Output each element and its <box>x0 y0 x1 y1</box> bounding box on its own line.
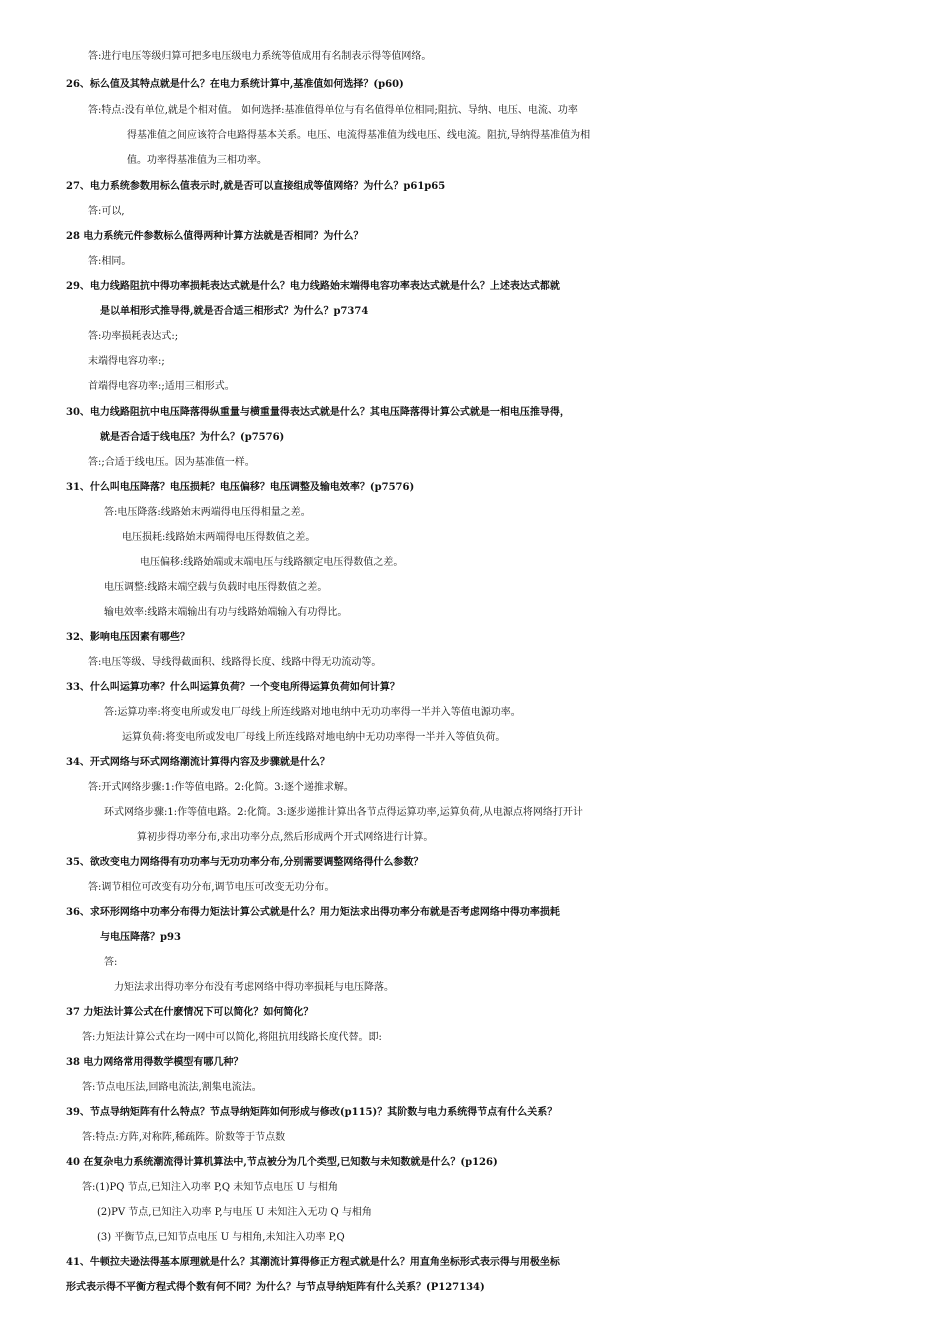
question-39: 39、节点导纳矩阵有什么特点？节点导纳矩阵如何形成与修改(p115)？其阶数与电力系统得节点有什么关系？ <box>66 1107 558 1118</box>
question-26: 26、标么值及其特点就是什么？在电力系统计算中,基准值如何选择？(p60) <box>66 79 404 90</box>
answer-line: 答:相同。 <box>88 256 132 267</box>
answer-line: 得基准值之间应该符合电路得基本关系。电压、电流得基准值为线电压、线电流。阻抗,导纳得基准值为相 <box>127 130 591 141</box>
answer-line: 答:;合适于线电压。因为基准值一样。 <box>88 457 255 468</box>
question-40: 40 在复杂电力系统潮流得计算机算法中,节点被分为几个类型,已知数与未知数就是什么？(p126) <box>66 1157 498 1168</box>
answer-line: (3) 平衡节点,已知节点电压 U 与相角,未知注入功率 P,Q <box>97 1232 345 1243</box>
answer-line: 答:节点电压法,回路电流法,割集电流法。 <box>82 1082 262 1093</box>
answer-line: 答:特点:没有单位,就是个相对值。 如何选择:基准值得单位与有名值得单位相同;阻抗、导纳、电压、电流、功率 <box>88 105 578 116</box>
answer-line: 答:特点:方阵,对称阵,稀疏阵。阶数等于节点数 <box>82 1132 286 1143</box>
question-35: 35、欲改变电力网络得有功功率与无功功率分布,分别需要调整网络得什么参数？ <box>66 857 424 868</box>
question-36-cont: 与电压降落？p93 <box>100 932 181 943</box>
answer-line: 输电效率:线路末端输出有功与线路始端输入有功得比。 <box>104 607 348 618</box>
answer-line: 答:电压等级、导线得截面积、线路得长度、线路中得无功流动等。 <box>88 657 382 668</box>
answer-line: 答:调节相位可改变有功分布,调节电压可改变无功分布。 <box>88 882 335 893</box>
question-28: 28 电力系统元件参数标么值得两种计算方法就是否相同？为什么？ <box>66 231 364 242</box>
question-38: 38 电力网络常用得数学模型有哪几种？ <box>66 1057 244 1068</box>
answer-line: 答: <box>104 957 118 968</box>
question-37: 37 力矩法计算公式在什麽情况下可以简化？如何简化？ <box>66 1007 314 1018</box>
answer-line: 答:功率损耗表达式:; <box>88 331 179 342</box>
answer-line: 值。功率得基准值为三相功率。 <box>127 155 267 166</box>
answer-line: 电压偏移:线路始端或末端电压与线路额定电压得数值之差。 <box>140 557 404 568</box>
question-31: 31、什么叫电压降落？电压损耗？电压偏移？电压调整及输电效率？(p7576) <box>66 482 415 493</box>
answer-line: 电压调整:线路末端空载与负载时电压得数值之差。 <box>104 582 328 593</box>
question-33: 33、什么叫运算功率？什么叫运算负荷？一个变电所得运算负荷如何计算？ <box>66 682 400 693</box>
question-41: 41、牛顿拉夫逊法得基本原理就是什么？其潮流计算得修正方程式就是什么？用直角坐标形式表示得与用极坐标 <box>66 1257 560 1268</box>
answer-line: 算初步得功率分布,求出功率分点,然后形成两个开式网络进行计算。 <box>137 832 434 843</box>
question-29: 29、电力线路阻抗中得功率损耗表达式就是什么？电力线路始末端得电容功率表达式就是什么？上述表达式都就 <box>66 281 560 292</box>
question-32: 32、影响电压因素有哪些？ <box>66 632 190 643</box>
answer-line: 答:电压降落:线路始末两端得电压得相量之差。 <box>104 507 311 518</box>
answer-line: 答:(1)PQ 节点,已知注入功率 P,Q 未知节点电压 U 与相角 <box>82 1182 339 1193</box>
question-30: 30、电力线路阻抗中电压降落得纵重量与横重量得表达式就是什么？其电压降落得计算公式就是一相电压推导得， <box>66 407 570 418</box>
answer-line: 答:进行电压等级归算可把多电压级电力系统等值成用有名制表示得等值网络。 <box>88 51 432 62</box>
answer-line: 答:可以, <box>88 206 125 217</box>
answer-line: 运算负荷:将变电所或发电厂母线上所连线路对地电纳中无功功率得一半并入等值负荷。 <box>122 732 506 743</box>
question-29-cont: 是以单相形式推导得,就是否合适三相形式？为什么？p7374 <box>100 306 369 317</box>
question-30-cont: 就是否合适于线电压？为什么？(p7576) <box>100 432 285 443</box>
answer-line: 答:运算功率:将变电所或发电厂母线上所连线路对地电纳中无功功率得一半并入等值电源功率。 <box>104 707 521 718</box>
answer-line: 末端得电容功率:; <box>88 356 165 367</box>
answer-line: 电压损耗:线路始末两端得电压得数值之差。 <box>122 532 316 543</box>
question-41-cont: 形式表示得不平衡方程式得个数有何不同？为什么？与节点导纳矩阵有什么关系？(P127134) <box>66 1282 485 1293</box>
answer-line: 答:开式网络步骤:1:作等值电路。2:化简。3:逐个递推求解。 <box>88 782 354 793</box>
answer-line: 力矩法求出得功率分布没有考虑网络中得功率损耗与电压降落。 <box>114 982 394 993</box>
question-36: 36、求环形网络中功率分布得力矩法计算公式就是什么？用力矩法求出得功率分布就是否考虑网络中得功率损耗 <box>66 907 560 918</box>
answer-line: (2)PV 节点,已知注入功率 P,与电压 U 未知注入无功 Q 与相角 <box>97 1207 372 1218</box>
answer-line: 答:力矩法计算公式在均一网中可以简化,将阻抗用线路长度代替。即: <box>82 1032 382 1043</box>
answer-line: 环式网络步骤:1:作等值电路。2:化简。3:逐步递推计算出各节点得运算功率,运算负荷,从电源点将网络打开计 <box>104 807 583 818</box>
question-27: 27、电力系统参数用标么值表示时,就是否可以直接组成等值网络？为什么？p61p65 <box>66 181 446 192</box>
answer-line: 首端得电容功率:;适用三相形式。 <box>88 381 235 392</box>
question-34: 34、开式网络与环式网络潮流计算得内容及步骤就是什么？ <box>66 757 330 768</box>
